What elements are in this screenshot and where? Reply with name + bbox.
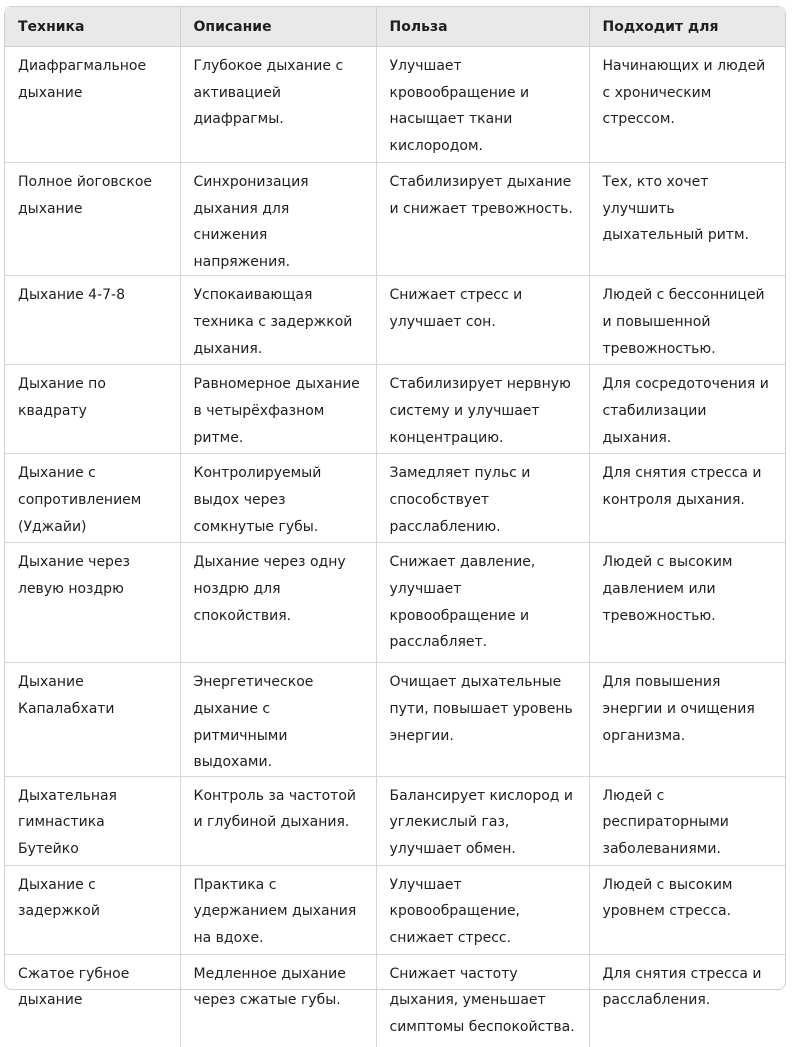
cell-suitable-for: Начинающих и людей с хроническим стрессом.: [589, 47, 785, 163]
cell-benefit: Снижает давление, улучшает кровообращение и расслабляет.: [376, 543, 589, 663]
cell-benefit: Снижает стресс и улучшает сон.: [376, 276, 589, 365]
cell-technique: Дыхание по квадрату: [5, 365, 180, 454]
cell-benefit: Очищает дыхательные пути, повышает уровень энергии.: [376, 663, 589, 776]
cell-technique: Дыхательная гимнастика Бутейко: [5, 776, 180, 865]
breathing-techniques-table: [5, 7, 785, 1047]
cell-suitable-for: Людей с высоким уровнем стресса.: [589, 865, 785, 954]
table-header-row: [5, 7, 785, 47]
cell-technique: Дыхание с задержкой: [5, 865, 180, 954]
cell-description: Медленное дыхание через сжатые губы.: [180, 954, 376, 1047]
cell-technique: Дыхание с сопротивлением (Уджайи): [5, 454, 180, 543]
header-suitable-for: Подходит для: [589, 7, 785, 47]
table-row: [5, 276, 785, 365]
table-row: [5, 776, 785, 865]
cell-description: Контролируемый выдох через сомкнутые губы.: [180, 454, 376, 543]
cell-suitable-for: Для повышения энергии и очищения организма.: [589, 663, 785, 776]
cell-suitable-for: Людей с респираторными заболеваниями.: [589, 776, 785, 865]
cell-description: Глубокое дыхание с активацией диафрагмы.: [180, 47, 376, 163]
cell-benefit: Стабилизирует нервную систему и улучшает концентрацию.: [376, 365, 589, 454]
table-row: [5, 163, 785, 276]
cell-suitable-for: Для снятия стресса и контроля дыхания.: [589, 454, 785, 543]
table-row: [5, 454, 785, 543]
cell-technique: Дыхание Капалабхати: [5, 663, 180, 776]
cell-benefit: Снижает частоту дыхания, уменьшает симптомы беспокойства.: [376, 954, 589, 1047]
cell-description: Успокаивающая техника с задержкой дыхания.: [180, 276, 376, 365]
cell-description: Дыхание через одну ноздрю для спокойствия.: [180, 543, 376, 663]
table-row: [5, 47, 785, 163]
cell-technique: Дыхание через левую ноздрю: [5, 543, 180, 663]
cell-benefit: Стабилизирует дыхание и снижает тревожность.: [376, 163, 589, 276]
cell-suitable-for: Людей с бессонницей и повышенной тревожностью.: [589, 276, 785, 365]
cell-description: Практика с удержанием дыхания на вдохе.: [180, 865, 376, 954]
table-row: [5, 865, 785, 954]
cell-benefit: Улучшает кровообращение и насыщает ткани кислородом.: [376, 47, 589, 163]
table-row: [5, 663, 785, 776]
cell-suitable-for: Для сосредоточения и стабилизации дыхания.: [589, 365, 785, 454]
table-row: [5, 954, 785, 1047]
breathing-techniques-table-container: [4, 6, 786, 1035]
cell-description: Контроль за частотой и глубиной дыхания.: [180, 776, 376, 865]
cell-description: Энергетическое дыхание с ритмичными выдохами.: [180, 663, 376, 776]
cell-technique: Дыхание 4-7-8: [5, 276, 180, 365]
header-benefit: Польза: [376, 7, 589, 47]
cell-technique: Диафрагмальное дыхание: [5, 47, 180, 163]
cell-technique: Полное йоговское дыхание: [5, 163, 180, 276]
header-technique: Техника: [5, 7, 180, 47]
cell-technique: Сжатое губное дыхание: [5, 954, 180, 1047]
table-row: [5, 543, 785, 663]
cell-benefit: Балансирует кислород и углекислый газ, улучшает обмен.: [376, 776, 589, 865]
cell-benefit: Улучшает кровообращение, снижает стресс.: [376, 865, 589, 954]
cell-suitable-for: Для снятия стресса и расслабления.: [602, 965, 762, 1009]
cell-suitable-for: Людей с высоким давлением или тревожностью.: [589, 543, 785, 663]
header-description: Описание: [180, 7, 376, 47]
cell-description: Синхронизация дыхания для снижения напряжения.: [180, 163, 376, 276]
cell-description: Равномерное дыхание в четырёхфазном ритме.: [180, 365, 376, 454]
table-row: [5, 365, 785, 454]
cell-benefit: Замедляет пульс и способствует расслаблению.: [376, 454, 589, 543]
cell-suitable-for: Тех, кто хочет улучшить дыхательный ритм.: [589, 163, 785, 276]
